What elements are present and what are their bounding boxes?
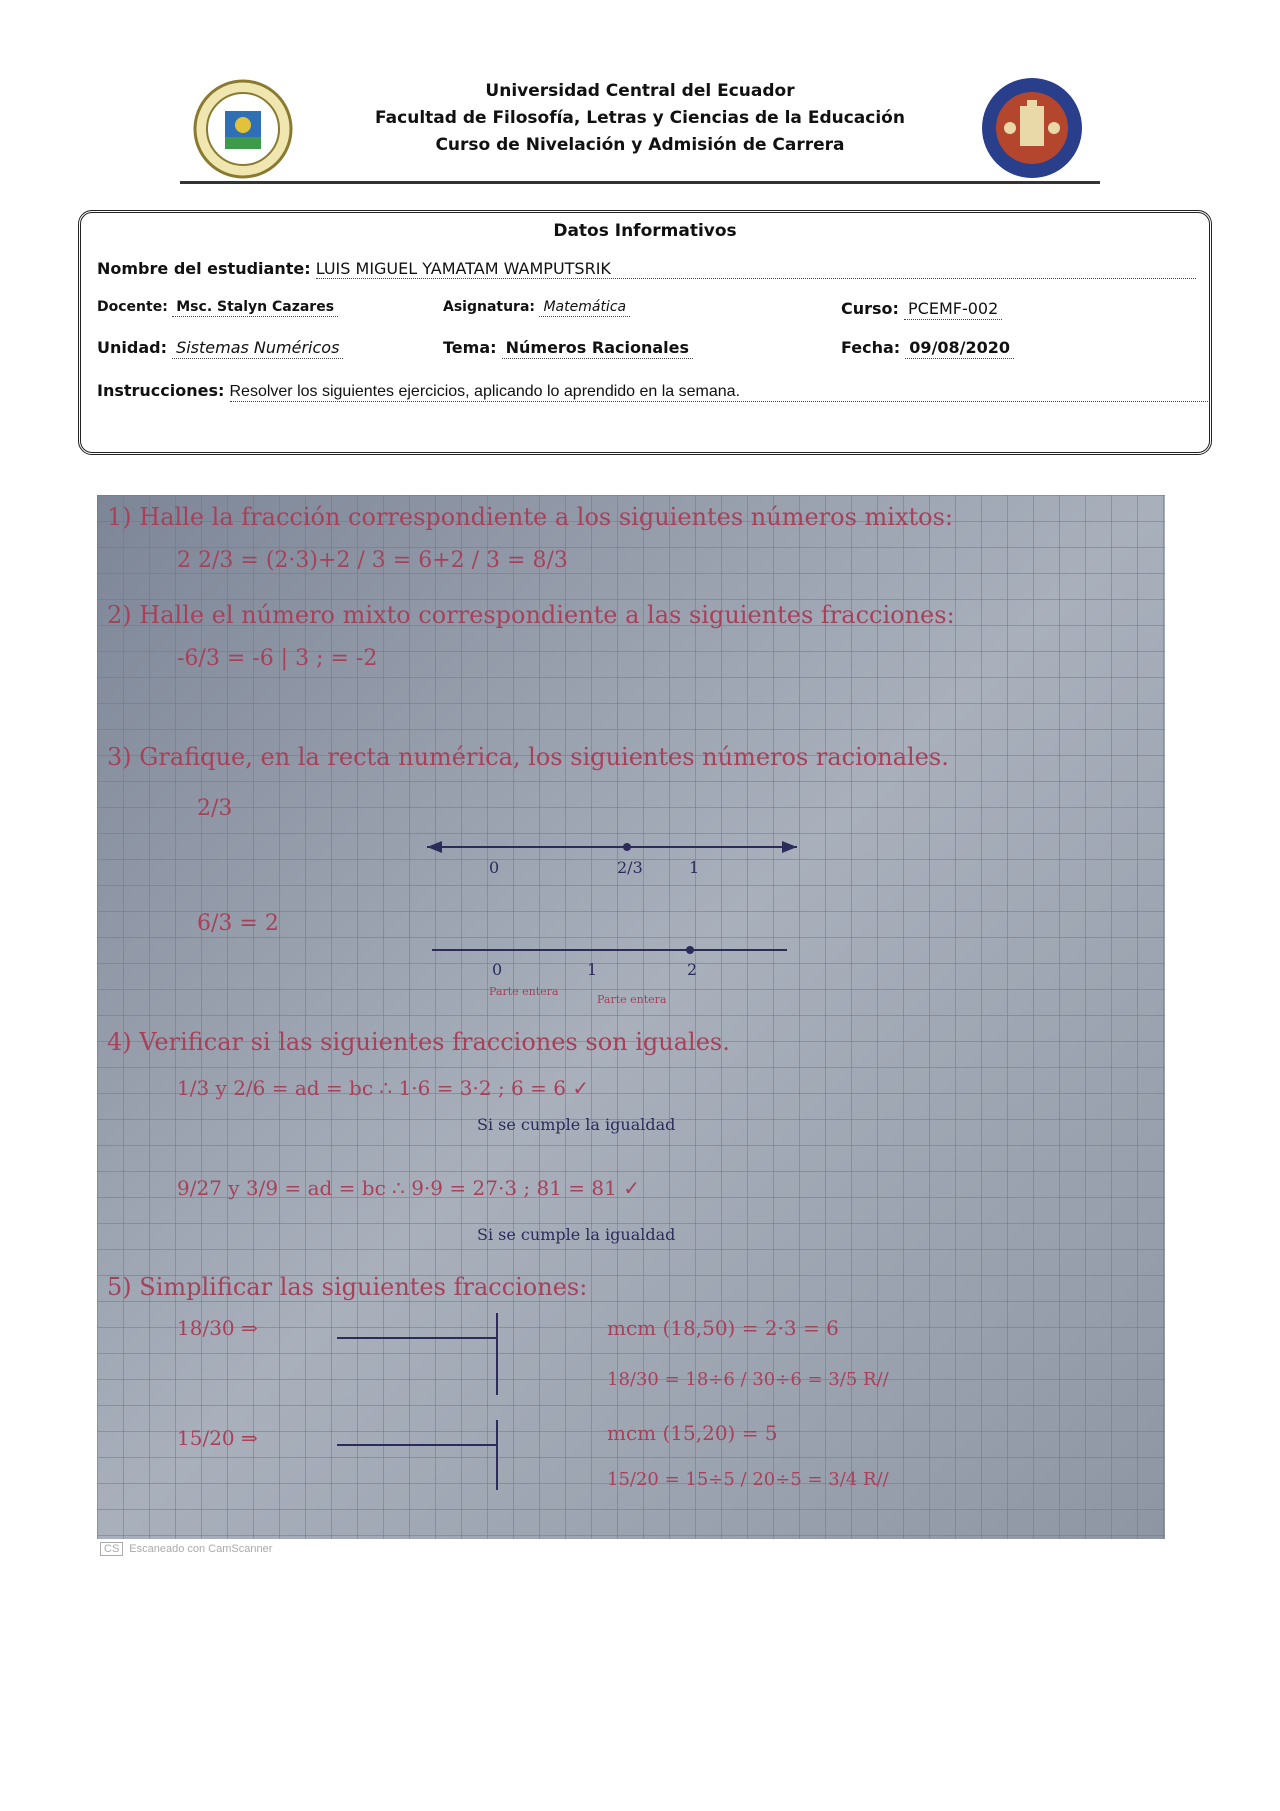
question-4-b-note: Si se cumple la igualdad xyxy=(477,1225,676,1244)
question-2: 2) Halle el número mixto correspondiente a las siguientes fracciones: xyxy=(107,601,955,629)
course-label: Curso: xyxy=(841,299,899,318)
header-divider xyxy=(180,181,1100,184)
line1-label-2-3: 2/3 xyxy=(617,858,643,877)
line1-label-1: 1 xyxy=(689,858,700,877)
document-header xyxy=(0,0,1280,190)
question-3: 3) Grafique, en la recta numérica, los siguientes números racionales. xyxy=(107,743,949,771)
teacher-name: Msc. Stalyn Cazares xyxy=(172,299,338,317)
date-value: 09/08/2020 xyxy=(905,338,1014,359)
student-field xyxy=(316,259,1196,279)
faculty-name: Facultad de Filosofía, Letras y Ciencias de la Educación xyxy=(375,108,905,128)
topic-label: Tema: xyxy=(443,338,497,357)
question-3-fraction-2: 6/3 = 2 xyxy=(197,911,279,936)
topic-value: Números Racionales xyxy=(502,338,693,359)
line2-part-1: Parte entera xyxy=(489,985,559,998)
student-label: Nombre del estudiante: xyxy=(97,259,311,278)
faculty-seal-logo xyxy=(980,76,1080,176)
line2-label-1: 1 xyxy=(587,960,598,979)
line2-label-2: 2 xyxy=(687,960,698,979)
question-5-a-result: 18/30 = 18÷6 / 30÷6 = 3/5 R// xyxy=(607,1369,889,1390)
info-box-title: Datos Informativos xyxy=(553,221,737,241)
question-5-b: 15/20 ⇒ xyxy=(177,1426,258,1450)
info-box xyxy=(78,210,1212,455)
student-name: LUIS MIGUEL YAMATAM WAMPUTSRIK xyxy=(315,259,611,278)
line1-label-0: 0 xyxy=(489,858,500,877)
question-3-fraction-1: 2/3 xyxy=(197,796,233,821)
instructions-label: Instrucciones: xyxy=(97,381,225,400)
unit-label: Unidad: xyxy=(97,338,167,357)
question-5-a-mcm: mcm (18,50) = 2·3 = 6 xyxy=(607,1316,839,1340)
unit-row xyxy=(97,338,343,357)
question-5-b-mcm: mcm (15,20) = 5 xyxy=(607,1421,778,1445)
subject-label: Asignatura: xyxy=(443,299,536,315)
question-4-b: 9/27 y 3/9 = ad = bc ∴ 9·9 = 27·3 ; 81 = 81 ✓ xyxy=(177,1176,640,1200)
question-4: 4) Verificar si las siguientes fracciones son iguales. xyxy=(107,1028,730,1056)
subject-value: Matemática xyxy=(539,299,630,317)
teacher-label: Docente: xyxy=(97,299,168,315)
question-5-b-result: 15/20 = 15÷5 / 20÷5 = 3/4 R// xyxy=(607,1469,889,1490)
unit-value: Sistemas Numéricos xyxy=(172,338,343,359)
question-5-a: 18/30 ⇒ xyxy=(177,1316,258,1340)
scanner-watermark xyxy=(100,1543,272,1555)
date-row xyxy=(841,338,1014,357)
university-name: Universidad Central del Ecuador xyxy=(485,81,795,101)
cs-logo: CS xyxy=(100,1542,123,1556)
course-name: Curso de Nivelación y Admisión de Carrera xyxy=(435,135,845,155)
university-seal-logo xyxy=(193,79,293,179)
handwritten-worksheet-photo xyxy=(97,495,1165,1539)
line2-part-2: Parte entera xyxy=(597,993,667,1006)
instructions-row xyxy=(97,381,1197,402)
subject-row xyxy=(443,299,630,315)
worksheet-svg xyxy=(97,495,1165,1539)
date-label: Fecha: xyxy=(841,338,901,357)
instructions-field xyxy=(230,383,1210,402)
question-1: 1) Halle la fracción correspondiente a los siguientes números mixtos: xyxy=(107,503,954,531)
instructions-text: Resolver los siguientes ejercicios, aplicando lo aprendido en la semana. xyxy=(229,383,741,400)
question-2-work: -6/3 = -6 | 3 ; = -2 xyxy=(177,646,378,671)
student-row xyxy=(97,259,1197,279)
line2-label-0: 0 xyxy=(492,960,503,979)
question-1-work: 2 2/3 = (2·3)+2 / 3 = 6+2 / 3 = 8/3 xyxy=(177,548,568,573)
topic-row xyxy=(443,338,693,357)
course-row xyxy=(841,299,1002,318)
institution-heading xyxy=(340,78,940,159)
scanner-text: Escaneado con CamScanner xyxy=(129,1543,273,1555)
question-5: 5) Simplificar las siguientes fracciones: xyxy=(107,1273,588,1301)
question-4-a: 1/3 y 2/6 = ad = bc ∴ 1·6 = 3·2 ; 6 = 6 ✓ xyxy=(177,1076,590,1100)
course-value: PCEMF-002 xyxy=(904,299,1002,320)
teacher-row xyxy=(97,299,338,315)
question-4-a-note: Si se cumple la igualdad xyxy=(477,1115,676,1134)
